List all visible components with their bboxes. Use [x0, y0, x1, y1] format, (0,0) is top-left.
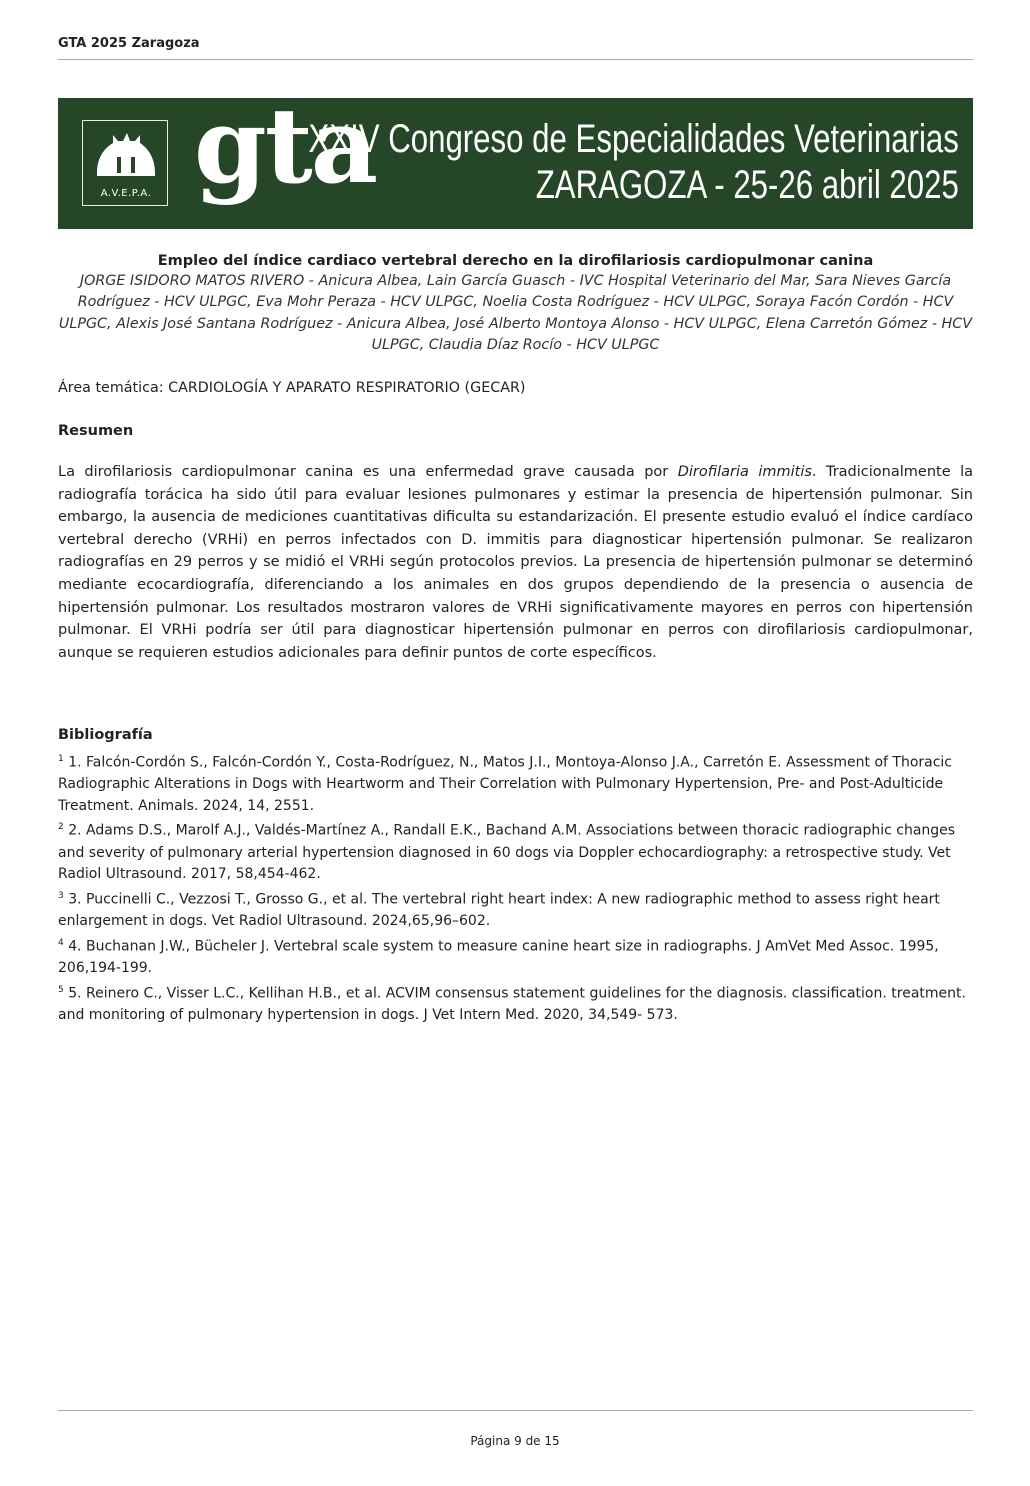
gta-brand: gta	[194, 98, 377, 207]
bibliography-heading: Bibliografía	[58, 727, 153, 743]
congress-title	[309, 116, 959, 208]
paper-title: Empleo del índice cardiaco vertebral derecho en la dirofilariosis cardiopulmonar canina	[157, 253, 874, 269]
reference-text: 3. Puccinelli C., Vezzosi T., Grosso G., et al. The vertebral right heart index: A new radiographic method to assess right heart enlargement in dogs. Vet Radiol Ultrasound. 2024,65,96–602.	[58, 891, 940, 930]
footer-divider	[58, 1410, 973, 1411]
reference-marker: 5	[58, 984, 64, 995]
abstract-text-start: La dirofilariosis cardiopulmonar canina es una enfermedad grave causada por	[58, 464, 678, 480]
reference-marker: 1	[58, 754, 64, 764]
reference-marker: 3	[58, 890, 64, 901]
header-divider	[58, 59, 973, 60]
page-number: Página 9 de 15	[470, 1434, 560, 1448]
reference-item	[58, 817, 973, 885]
reference-item	[58, 980, 973, 1027]
avepa-logo	[82, 120, 168, 206]
author-list: JORGE ISIDORO MATOS RIVERO - Anicura Albea, Lain García Guasch - IVC Hospital Veterinario del Mar, Sara Nieves García Rodríguez - HCV ULPGC, Eva Mohr Peraza - HCV ULPGC, Noelia Costa Rodríguez - HCV ULPGC, Soraya Facón Cordón - HCV ULPGC, Alexis José Santana Rodríguez - Anicura Albea, José Alberto Montoya Alonso - HCV ULPGC, Elena Carretón Gómez - HCV ULPGC, Claudia Díaz Rocío - HCV ULPGC	[58, 273, 973, 353]
congress-banner	[58, 98, 973, 229]
congress-line-1: XXIV Congreso de Especialidades Veterinarias	[308, 117, 959, 161]
bibliography-list	[58, 749, 973, 1026]
species-name: Dirofilaria immitis	[677, 464, 812, 480]
page-header: GTA 2025 Zaragoza	[58, 36, 200, 51]
reference-text: 2. Adams D.S., Marolf A.J., Valdés-Martínez A., Randall E.K., Bachand A.M. Associations between thoracic radiographic changes and severity of pulmonary arterial hypertension diagnosed in 60 dogs via Doppler echocardiography: a retrospective study. Vet Radiol Ultrasound. 2017, 58,454-462.	[58, 823, 956, 883]
title-block	[58, 251, 973, 356]
reference-marker: 4	[58, 937, 64, 948]
logo-caption: A.V.E.P.A.	[100, 188, 152, 199]
reference-text: 4. Buchanan J.W., Bücheler J. Vertebral scale system to measure canine heart size in radiographs. J AmVet Med Assoc. 1995, 206,194-199.	[58, 938, 939, 976]
reference-text: 5. Reinero C., Visser L.C., Kellihan H.B., et al. ACVIM consensus statement guidelines for the diagnosis. classification. treatment. and monitoring of pulmonary hypertension in dogs. J Vet Intern Med. 2020, 34,549- 573.	[58, 985, 966, 1023]
abstract-body	[58, 461, 973, 664]
abstract-heading: Resumen	[58, 423, 134, 439]
reference-marker: 2	[58, 822, 64, 833]
reference-item	[58, 749, 973, 817]
thematic-area: Área temática: CARDIOLOGÍA Y APARATO RESPIRATORIO (GECAR)	[58, 380, 526, 396]
reference-item	[58, 886, 973, 933]
reference-item	[58, 933, 973, 980]
congress-line-2: ZARAGOZA - 25-26 abril 2025	[535, 163, 959, 207]
abstract-text-end: . Tradicionalmente la radiografía torácica ha sido útil para evaluar lesiones pulmonares y estimar la presencia de hipertensión pulmonar. Sin embargo, la ausencia de mediciones cuantitativas dificulta su estandarización. El presente estudio evaluó el índice cardíaco vertebral derecho (VRHi) en perros infectados con D. immitis para diagnosticar hipertensión pulmonar. Se realizaron radiografías en 29 perros y se midió el VRHi según protocolos previos. La presencia de hipertensión pulmonar se determinó mediante ecocardiografía, diferenciando a los animales en dos grupos dependiendo de la presencia o ausencia de hipertensión pulmonar. Los resultados mostraron valores de VRHi significativamente mayores en perros con hipertensión pulmonar. El VRHi podría ser útil para diagnosticar hipertensión pulmonar en perros con dirofilariosis cardiopulmonar, aunque se requieren estudios adicionales para definir puntos de corte específicos.	[58, 464, 973, 661]
reference-text: 1. Falcón-Cordón S., Falcón-Cordón Y., Costa-Rodríguez, N., Matos J.I., Montoya-Alonso J.A., Carretón E. Assessment of Thoracic Radiographic Alterations in Dogs with Heartworm and Their Correlation with Pulmonary Hypertension, Pre- and Post-Adulticide Treatment. Animals. 2024, 14, 2551.	[58, 754, 952, 814]
